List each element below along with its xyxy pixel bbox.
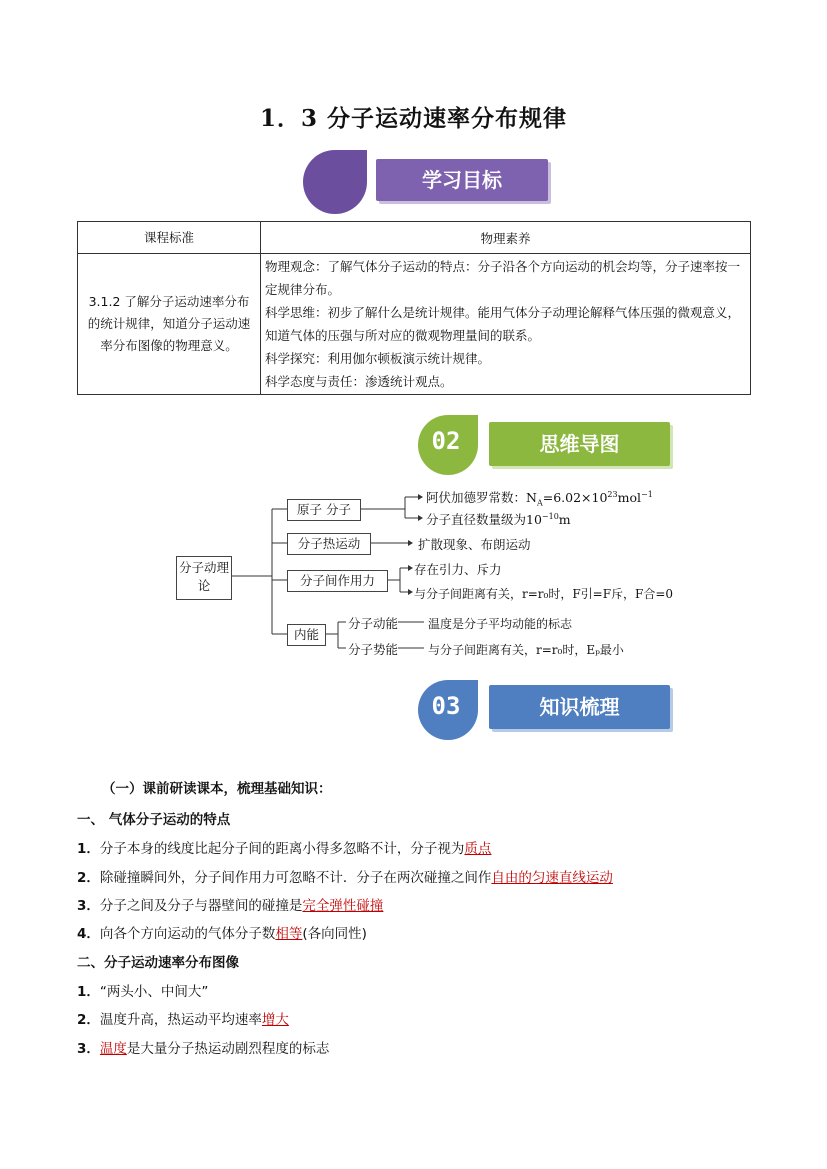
list-item: 1．分子本身的线度比起分子间的距离小得多忽略不计，分子视为质点: [77, 841, 492, 857]
banner-learning-goals: [300, 148, 555, 214]
mind-map-kinetic-label: 分子动能: [348, 616, 399, 631]
list-item: 4．向各个方向运动的气体分子数相等(各向同性): [77, 926, 367, 942]
list-item: 1．“两头小、中间大”: [77, 984, 209, 1000]
list-item: 3．分子之间及分子与器壁间的碰撞是完全弹性碰撞: [77, 898, 384, 914]
table-cell-standard: 3.1.2 了解分子运动速率分布的统计规律，知道分子运动速率分布图像的物理意义。: [78, 254, 261, 395]
mind-map-force-distance: 与分子间距离有关，r=r₀时，F引=F斥，F合=0: [414, 587, 674, 601]
banner-knowledge: [412, 678, 674, 740]
banner-mind-map: [412, 413, 674, 475]
list-item: 2．除碰撞瞬间外，分子间作用力可忽略不计．分子在两次碰撞之间作自由的匀速直线运动: [77, 870, 613, 886]
list-item: 3．温度是大量分子热运动剧烈程度的标志: [77, 1041, 330, 1057]
mind-map-diameter: 分子直径数量级为$10^{-10}m$: [426, 511, 571, 527]
mind-map-root: 分子动理论: [176, 556, 232, 600]
mind-map-node-atom: 原子 分子: [287, 499, 361, 521]
page-title: 1．3 分子运动速率分布规律: [259, 105, 567, 132]
banner-mind-map-label: 思维导图: [489, 422, 670, 466]
list-item: 2．温度升高，热运动平均速率增大: [77, 1012, 289, 1028]
literacy-line: 科学思维：初步了解什么是统计规律。能用气体分子动理论解释气体压强的微观意义，知道气体的压强与所对应的微观物理量间的联系。: [265, 305, 741, 343]
banner-circle-icon: [300, 148, 370, 214]
banner-knowledge-number: 03: [431, 692, 461, 720]
banner-mind-map-number: 02: [431, 427, 461, 455]
literacy-line: 科学探究：利用伽尔顿板演示统计规律。: [265, 351, 491, 366]
mind-map-diffusion: 扩散现象、布朗运动: [418, 537, 531, 552]
knowledge-intro: （一）课前研读课本，梳理基础知识：: [102, 781, 332, 797]
banner-knowledge-label: 知识梳理: [489, 685, 670, 729]
mind-map-kinetic-text: 温度是分子平均动能的标志: [428, 617, 573, 631]
table-header-literacy: 物理素养: [261, 222, 751, 254]
table-cell-literacy: [261, 254, 751, 395]
mind-map-attraction: 存在引力、斥力: [414, 562, 502, 577]
banner-learning-goals-label: 学习目标: [376, 159, 548, 201]
literacy-line: 科学态度与责任：渗透统计观点。: [265, 374, 453, 389]
mind-map-node-thermal-motion: 分子热运动: [287, 533, 371, 555]
mind-map-potential-label: 分子势能: [348, 642, 399, 657]
mind-map-node-internal-energy: 内能: [287, 624, 326, 646]
section-2-title: 二、分子运动速率分布图像: [77, 955, 239, 971]
mind-map-node-molecular-force: 分子间作用力: [287, 570, 388, 592]
mind-map-potential-text: 与分子间距离有关，r=r₀时，Eₚ最小: [428, 643, 624, 657]
goals-table: [77, 221, 751, 395]
mind-map: [170, 480, 690, 660]
literacy-line: 物理观念：了解气体分子运动的特点：分子沿各个方向运动的机会均等，分子速率按一定规律分布。: [265, 259, 741, 297]
mind-map-avogadro: 阿伏加德罗常数：$N_A=6.02\times 10^{23}mol^{-1}$: [426, 489, 653, 508]
table-header-standard: 课程标准: [78, 222, 261, 254]
section-1-title: 一、 气体分子运动的特点: [77, 812, 231, 828]
